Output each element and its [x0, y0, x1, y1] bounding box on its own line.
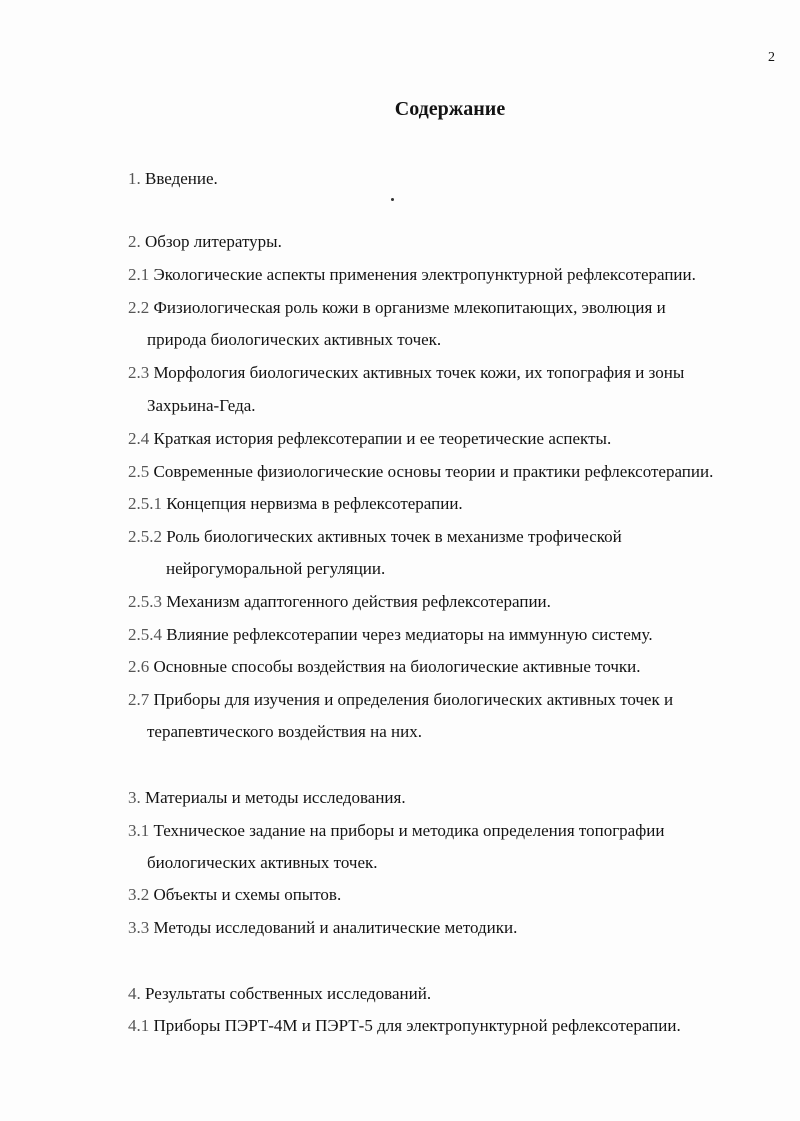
toc-entry-number: 2.7: [128, 690, 150, 709]
toc-entry-3: [128, 787, 406, 809]
toc-entry-4-1: [128, 1015, 681, 1037]
page-number: 2: [768, 50, 775, 65]
toc-entry-number: 2.1: [128, 265, 150, 284]
toc-entry-number: 3.3: [128, 918, 150, 937]
toc-entry-text: Обзор литературы.: [145, 232, 282, 251]
toc-entry-2-5-3: [128, 591, 551, 613]
toc-entry-continuation: биологических активных точек.: [147, 853, 378, 872]
toc-entry-number: 2.3: [128, 363, 150, 382]
toc-entry-text: Приборы ПЭРТ-4М и ПЭРТ-5 для электропунктурной рефлексотерапии.: [153, 1016, 681, 1035]
toc-entry-number: 3.: [128, 788, 141, 807]
toc-entry-2-3: [128, 362, 684, 384]
toc-entry-text: Объекты и схемы опытов.: [153, 885, 342, 904]
toc-entry-text: Морфология биологических активных точек кожи, их топография и зоны: [153, 363, 685, 382]
toc-entry-number: 2.6: [128, 657, 150, 676]
toc-entry-number: 3.1: [128, 821, 150, 840]
toc-entry-number: 2.5.1: [128, 494, 162, 513]
toc-entry-2-5-4: [128, 624, 653, 646]
toc-entry-number: 2.5: [128, 462, 150, 481]
toc-entry-text: Экологические аспекты применения электропунктурной рефлексотерапии.: [153, 265, 696, 284]
toc-entry-text: Механизм адаптогенного действия рефлексотерапии.: [166, 592, 551, 611]
toc-entry-1: [128, 168, 218, 190]
toc-entry-2: [128, 231, 282, 253]
toc-entry-2-7: [128, 689, 673, 711]
toc-entry-number: 1.: [128, 169, 141, 188]
toc-entry-text: Основные способы воздействия на биологические активные точки.: [153, 657, 641, 676]
toc-entry-continuation: природа биологических активных точек.: [147, 330, 442, 349]
toc-entry-text: Техническое задание на приборы и методика определения топографии: [153, 821, 665, 840]
toc-entry-3-3: [128, 917, 517, 939]
toc-entry-text: Влияние рефлексотерапии через медиаторы на иммунную систему.: [166, 625, 653, 644]
toc-entry-number: 2.5.3: [128, 592, 162, 611]
toc-entry-continuation: терапевтического воздействия на них.: [147, 722, 422, 741]
toc-entry-text: Приборы для изучения и определения биологических активных точек и: [153, 690, 674, 709]
toc-entry-text: Современные физиологические основы теории и практики рефлексотерапии.: [153, 462, 714, 481]
toc-entry-2-5: [128, 461, 713, 483]
toc-entry-number: 4.: [128, 984, 141, 1003]
toc-entry-2-4: [128, 428, 611, 450]
toc-entry-text: Методы исследований и аналитические методики.: [153, 918, 518, 937]
toc-entry-3-2: [128, 884, 341, 906]
toc-entry-number: 2.5.2: [128, 527, 162, 546]
toc-entry-continuation: Захрьина-Геда.: [147, 396, 256, 415]
toc-entry-number: 2.2: [128, 298, 150, 317]
toc-entry-number: 3.2: [128, 885, 150, 904]
toc-entry-text: Физиологическая роль кожи в организме млекопитающих, эволюция и: [153, 298, 666, 317]
toc-entry-2-5-1: [128, 493, 463, 515]
toc-entry-4: [128, 983, 431, 1005]
scan-speck: [391, 198, 394, 201]
toc-entry-2-5-2: [128, 526, 622, 548]
toc-entry-text: Материалы и методы исследования.: [145, 788, 406, 807]
toc-entry-3-1: [128, 820, 664, 842]
toc-entry-number: 4.1: [128, 1016, 150, 1035]
toc-entry-number: 2.4: [128, 429, 150, 448]
toc-entry-2-1: [128, 264, 696, 286]
toc-entry-text: Концепция нервизма в рефлексотерапии.: [166, 494, 463, 513]
toc-entry-text: Результаты собственных исследований.: [145, 984, 432, 1003]
toc-entry-text: Роль биологических активных точек в механизме трофической: [166, 527, 622, 546]
toc-entry-2-6: [128, 656, 641, 678]
toc-entry-continuation: нейрогуморальной регуляции.: [166, 559, 386, 578]
toc-entry-number: 2.5.4: [128, 625, 162, 644]
page-title: Содержание: [394, 98, 506, 120]
toc-entry-text: Краткая история рефлексотерапии и ее теоретические аспекты.: [153, 429, 612, 448]
toc-entry-text: Введение.: [145, 169, 218, 188]
toc-entry-number: 2.: [128, 232, 141, 251]
toc-entry-2-2: [128, 297, 666, 319]
